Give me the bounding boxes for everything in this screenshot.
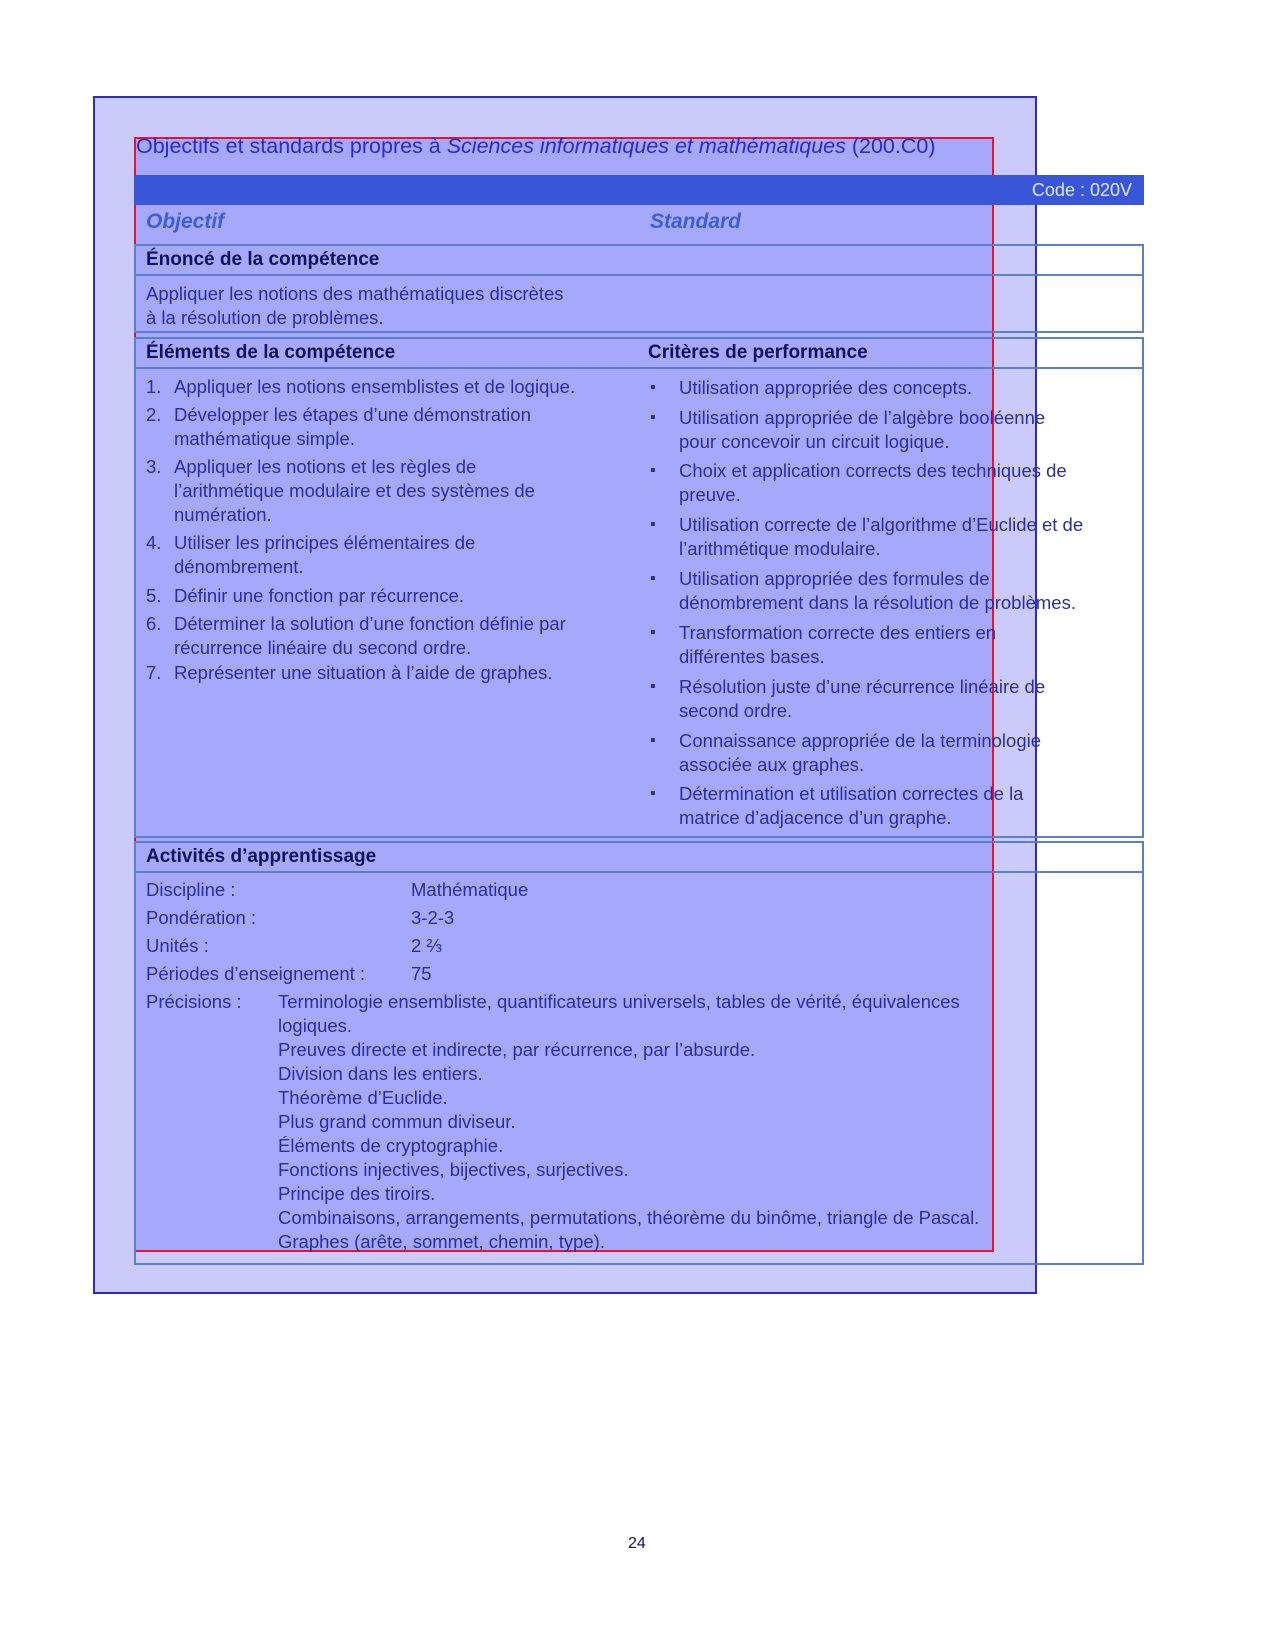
element-number: 1. <box>146 376 162 397</box>
discipline-label: Discipline : <box>146 879 236 900</box>
bullet-icon: ▪ <box>650 462 656 479</box>
element-number: 7. <box>146 662 162 683</box>
standard-heading: Standard <box>650 210 742 233</box>
bullet-icon: ▪ <box>650 570 656 587</box>
page-title: Objectifs et standards propres à Sciences informatiques et mathématiques (200.C0) <box>136 134 936 158</box>
program-name: Sciences informatiques et mathématiques <box>446 134 846 158</box>
critere-line: pour concevoir un circuit logique. <box>679 431 950 452</box>
element-line: mathématique simple. <box>174 428 355 449</box>
critere-line: associée aux graphes. <box>679 754 865 775</box>
course-code: Code : 020V <box>1031 180 1132 200</box>
critere-line: Détermination et utilisation correctes de la <box>679 783 1024 804</box>
element-number: 4. <box>146 532 162 553</box>
critere-line: Transformation correcte des entiers en <box>679 622 997 643</box>
element-line: l’arithmétique modulaire et des systèmes de <box>174 480 535 501</box>
critere-line: Utilisation correcte de l’algorithme d’Euclide et de <box>679 514 1084 535</box>
element-line: récurrence linéaire du second ordre. <box>174 637 472 658</box>
code-bar <box>134 175 1144 205</box>
precision-line: logiques. <box>278 1015 353 1036</box>
precision-line: Plus grand commun diviseur. <box>278 1111 516 1132</box>
critere-line: matrice d’adjacence d’un graphe. <box>679 807 952 828</box>
critere-line: Choix et application corrects des techniques de <box>679 460 1067 481</box>
element-line: Déterminer la solution d’une fonction définie par <box>174 613 566 634</box>
critere-line: l’arithmétique modulaire. <box>679 538 881 559</box>
critere-line: différentes bases. <box>679 646 825 667</box>
element-number: 6. <box>146 613 162 634</box>
precision-line: Division dans les entiers. <box>278 1063 483 1084</box>
bullet-icon: ▪ <box>650 678 656 695</box>
periodes-value: 75 <box>411 963 432 984</box>
precision-line: Éléments de cryptographie. <box>278 1135 504 1156</box>
precision-line: Théorème d’Euclide. <box>278 1087 448 1108</box>
critere-line: Connaissance appropriée de la terminologie <box>679 730 1042 751</box>
element-line: numération. <box>174 504 272 525</box>
bullet-icon: ▪ <box>650 516 656 533</box>
ponderation-label: Pondération : <box>146 907 257 928</box>
critere-line: dénombrement dans la résolution de problèmes. <box>679 592 1076 613</box>
bullet-icon: ▪ <box>650 785 656 802</box>
enonce-line: à la résolution de problèmes. <box>146 307 384 328</box>
periodes-label: Périodes d’enseignement : <box>146 963 366 984</box>
bullet-icon: ▪ <box>650 732 656 749</box>
critere-line: second ordre. <box>679 700 793 721</box>
precision-line: Principe des tiroirs. <box>278 1183 436 1204</box>
unites-value: 2 ⅔ <box>411 935 442 956</box>
element-line: Développer les étapes d’une démonstration <box>174 404 531 425</box>
critere-line: Utilisation appropriée de l’algèbre booléenne <box>679 407 1046 428</box>
activites-heading: Activités d’apprentissage <box>146 846 377 867</box>
element-line: Appliquer les notions et les règles de <box>174 456 477 477</box>
page-number: 24 <box>628 1535 646 1552</box>
precision-line: Terminologie ensembliste, quantificateurs universels, tables de vérité, équivalences <box>278 991 960 1012</box>
critere-line: preuve. <box>679 484 741 505</box>
element-line: Appliquer les notions ensemblistes et de logique. <box>174 376 576 397</box>
objectif-heading: Objectif <box>146 210 225 233</box>
enonce-heading: Énoncé de la compétence <box>146 249 380 270</box>
critere-line: Résolution juste d’une récurrence linéaire de <box>679 676 1046 697</box>
precision-line: Preuves directe et indirecte, par récurrence, par l’absurde. <box>278 1039 756 1060</box>
ponderation-value: 3-2-3 <box>411 907 455 928</box>
precision-line: Graphes (arête, sommet, chemin, type). <box>278 1231 605 1252</box>
element-line: Représenter une situation à l’aide de graphes. <box>174 662 553 683</box>
unites-label: Unités : <box>146 935 209 956</box>
elements-heading: Éléments de la compétence <box>146 342 396 363</box>
element-line: Définir une fonction par récurrence. <box>174 585 464 606</box>
element-line: Utiliser les principes élémentaires de <box>174 532 476 553</box>
bullet-icon: ▪ <box>650 624 656 641</box>
precisions-label: Précisions : <box>146 991 242 1012</box>
bullet-icon: ▪ <box>650 409 656 426</box>
element-number: 3. <box>146 456 162 477</box>
precision-line: Fonctions injectives, bijectives, surjectives. <box>278 1159 629 1180</box>
bullet-icon: ▪ <box>650 379 656 396</box>
enonce-line: Appliquer les notions des mathématiques discrètes <box>146 283 564 304</box>
critere-line: Utilisation appropriée des concepts. <box>679 377 973 398</box>
criteres-heading: Critères de performance <box>648 342 868 363</box>
element-line: dénombrement. <box>174 556 304 577</box>
discipline-value: Mathématique <box>411 879 529 900</box>
critere-line: Utilisation appropriée des formules de <box>679 568 990 589</box>
element-number: 5. <box>146 585 162 606</box>
element-number: 2. <box>146 404 162 425</box>
precision-line: Combinaisons, arrangements, permutations, théorème du binôme, triangle de Pascal. <box>278 1207 980 1228</box>
